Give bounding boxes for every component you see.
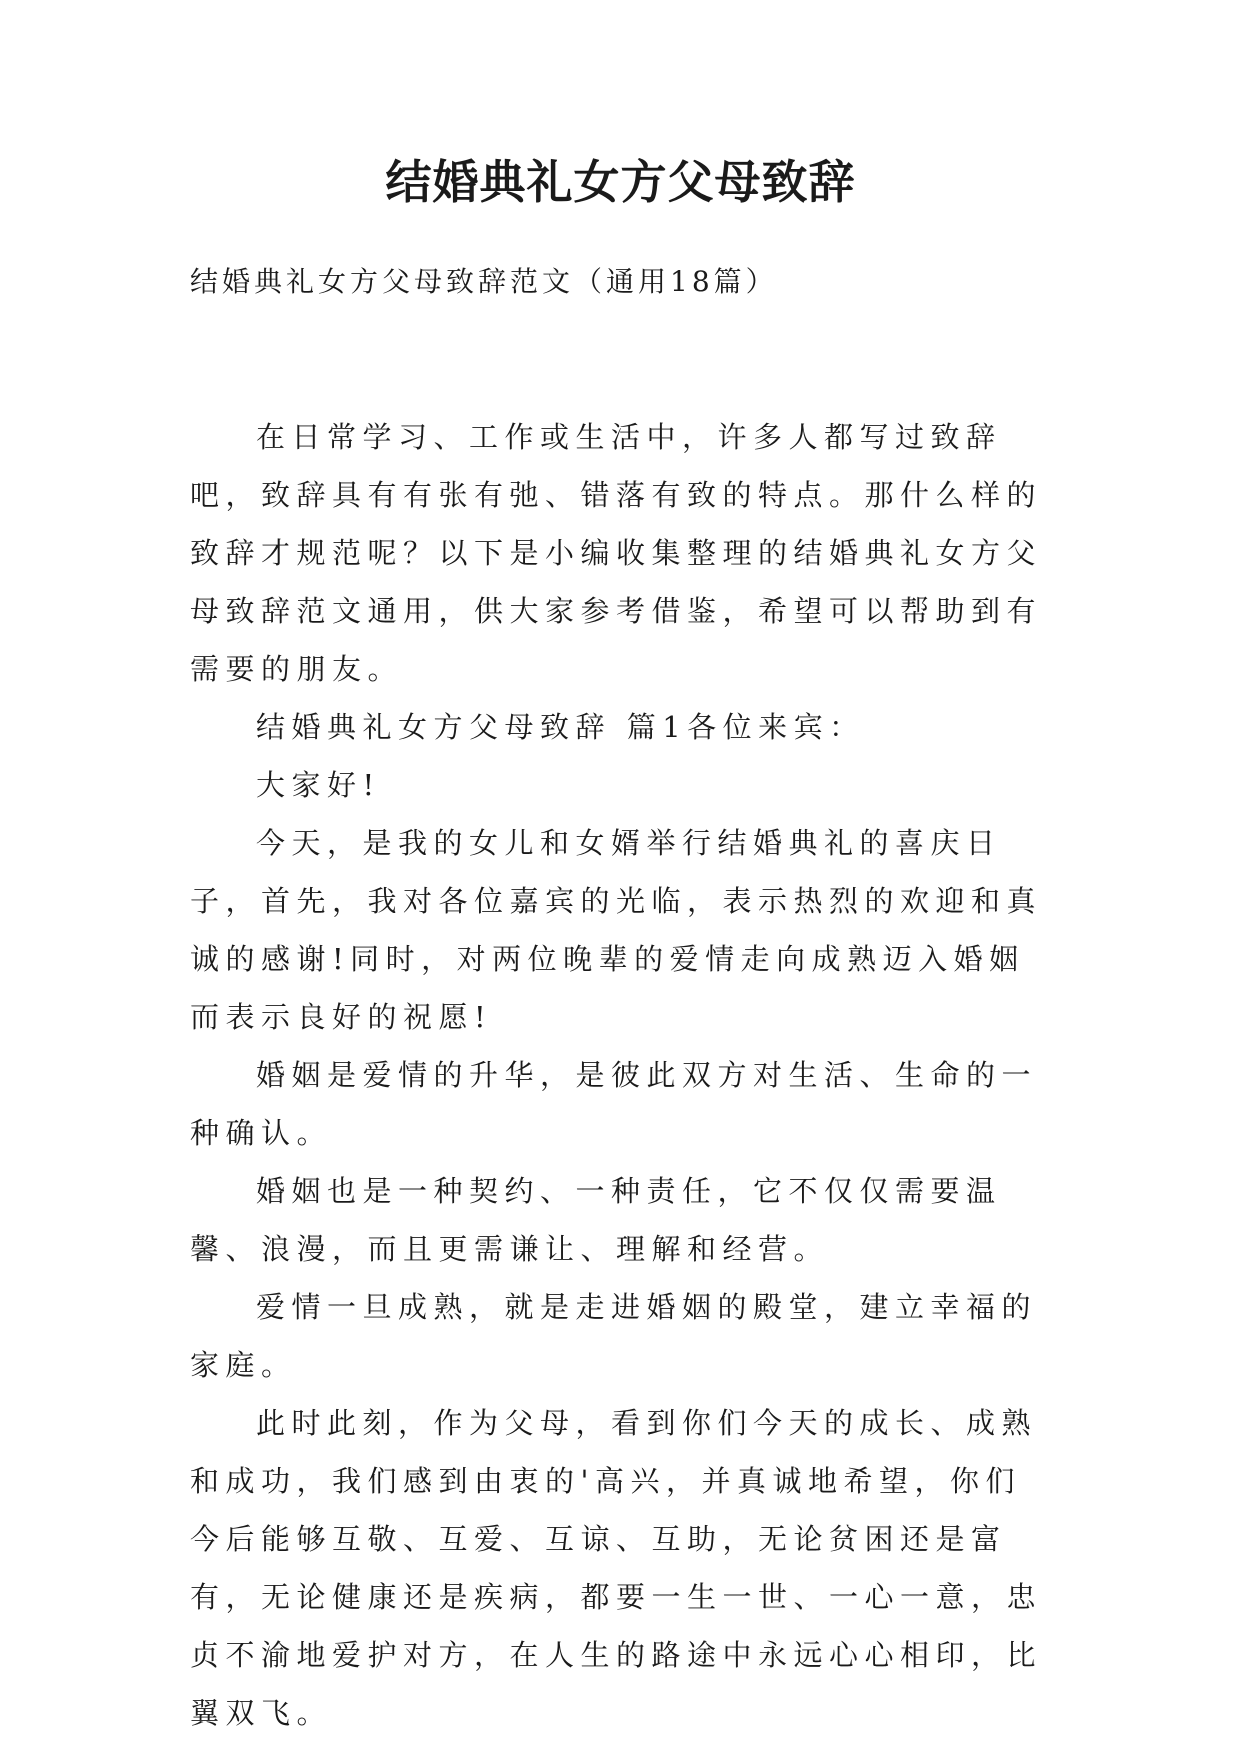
paragraph-marriage-sublimation: 婚姻是爱情的升华，是彼此双方对生活、生命的一种确认。 bbox=[190, 1058, 1038, 1150]
paragraph-intro: 在日常学习、工作或生活中，许多人都写过致辞吧，致辞具有有张有弛、错落有致的特点。那什么样的致辞才规范呢？以下是小编收集整理的结婚典礼女方父母致辞范文通用，供大家参考借鉴，希望可以帮助到有需要的朋友。 bbox=[190, 420, 1043, 686]
document-body bbox=[190, 408, 1050, 1742]
paragraph-section-heading: 结婚典礼女方父母致辞 篇1各位来宾： bbox=[256, 710, 865, 744]
paragraph-wishes: 此时此刻，作为父母，看到你们今天的成长、成熟和成功，我们感到由衷的'高兴，并真诚地希望，你们今后能够互敬、互爱、互谅、互助，无论贫困还是富有，无论健康还是疾病，都要一生一世、一心一意，忠贞不渝地爱护对方，在人生的路途中永远心心相印，比翼双飞。 bbox=[190, 1406, 1043, 1730]
paragraph-marriage-contract: 婚姻也是一种契约、一种责任，它不仅仅需要温馨、浪漫，而且更需谦让、理解和经营。 bbox=[190, 1174, 1002, 1266]
document-subtitle: 结婚典礼女方父母致辞范文（通用18篇） bbox=[190, 265, 778, 298]
paragraph-greeting: 大家好! bbox=[256, 768, 381, 802]
paragraph-welcome: 今天，是我的女儿和女婿举行结婚典礼的喜庆日子，首先，我对各位嘉宾的光临，表示热烈的欢迎和真诚的感谢!同时，对两位晚辈的爱情走向成熟迈入婚姻而表示良好的祝愿! bbox=[190, 826, 1043, 1034]
document-title: 结婚典礼女方父母致辞 bbox=[385, 155, 856, 209]
paragraph-love-mature: 爱情一旦成熟，就是走进婚姻的殿堂，建立幸福的家庭。 bbox=[190, 1290, 1038, 1382]
